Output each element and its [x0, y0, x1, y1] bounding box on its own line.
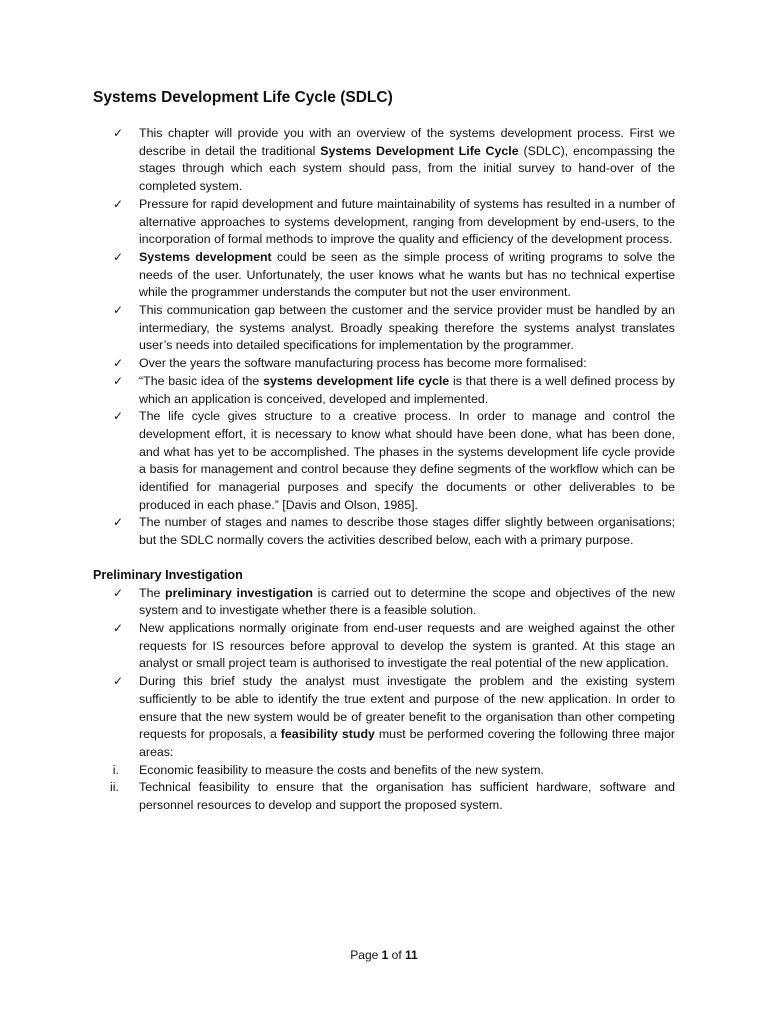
page-title: Systems Development Life Cycle (SDLC) — [93, 89, 393, 106]
list-item: ✓ “The basic idea of the systems development life cycle is that there is a well defined process by which an application is conceived, developed and implemented. — [113, 373, 675, 406]
list-item: i. Economic feasibility to measure the costs and benefits of the new system. — [93, 762, 675, 780]
list-item: ✓ The preliminary investigation is carried out to determine the scope and objectives of the new system and to investigate whether there is a feasible solution. — [113, 585, 675, 618]
checkmark-icon: ✓ — [113, 303, 124, 318]
list-item: ✓ This communication gap between the customer and the service provider must be handled by an intermediary, the systems analyst. Broadly speaking therefore the systems analyst translates user’s needs into detailed specifications for implementation by the programmer. — [113, 303, 675, 353]
checkmark-icon: ✓ — [113, 196, 124, 211]
section-heading: Preliminary Investigation — [93, 567, 243, 582]
checkmark-icon: ✓ — [113, 356, 124, 371]
list-item: ✓ Pressure for rapid development and future maintainability of systems has resulted in a number of alternative approaches to systems development, ranging from development by end-users, to the incorporation of formal methods to improve the quality and efficiency of the development process. — [113, 196, 675, 247]
list-item: ✓ New applications normally originate from end-user requests and are weighed against the other requests for IS resources before approval to develop the system is granted. At this stage an analyst or small project team is authorised to investigate the real potential of the new application. — [113, 620, 675, 671]
document-body — [93, 125, 675, 815]
checkmark-icon: ✓ — [113, 620, 124, 635]
list-item: ✓ Over the years the software manufacturing process has become more formalised: — [93, 355, 675, 373]
intro-bullet-list — [93, 125, 675, 550]
checkmark-icon: ✓ — [113, 409, 124, 424]
page-footer: Page 1 of 11 — [350, 948, 418, 962]
list-number: ii. — [110, 780, 119, 795]
feasibility-area-list — [93, 762, 675, 815]
total-page-count: 11 — [405, 948, 418, 962]
list-item: ii. Technical feasibility to ensure that the organisation has sufficient hardware, software and personnel resources to develop and support the proposed system. — [93, 779, 675, 814]
list-item: ✓ This chapter will provide you with an overview of the systems development process. First we describe in detail the traditional Systems Development Life Cycle (SDLC), encompassing the stages through which each system should pass, from the initial survey to hand-over of the completed system. — [113, 126, 676, 194]
list-item: ✓ The number of stages and names to describe those stages differ slightly between organisations; but the SDLC normally covers the activities described below, each with a primary purpose. — [113, 515, 675, 548]
list-item: ✓ During this brief study the analyst must investigate the problem and the existing system sufficiently to be able to identify the true extent and purpose of the new application. In order to ensure that the new system would be of greater benefit to the organisation than other competing requests for proposals, a feasibility study must be performed covering the following three major areas: — [113, 674, 675, 759]
current-page-number: 1 — [381, 948, 389, 962]
list-item: ✓ The life cycle gives structure to a creative process. In order to manage and control the development effort, it is necessary to know what should have been done, what has been done, and what has yet to be accomplished. The phases in the systems development life cycle provide a basis for management and control because they define segments of the workflow which can be identified for managerial purposes and specify the documents or other deliverables to be produced in each phase.” [Davis and Olson, 1985]. — [113, 409, 675, 512]
checkmark-icon: ✓ — [113, 674, 124, 689]
checkmark-icon: ✓ — [113, 126, 124, 140]
checkmark-icon: ✓ — [113, 249, 124, 264]
checkmark-icon: ✓ — [113, 585, 124, 600]
list-item: ✓ Systems development could be seen as the simple process of writing programs to solve the needs of the user. Unfortunately, the user knows what he wants but has no technical expertise while the programmer understands the computer but not the user environment. — [113, 249, 676, 300]
prelim-bullet-list — [93, 585, 675, 762]
checkmark-icon: ✓ — [113, 515, 124, 530]
checkmark-icon: ✓ — [113, 373, 124, 388]
list-number: i. — [112, 762, 119, 777]
